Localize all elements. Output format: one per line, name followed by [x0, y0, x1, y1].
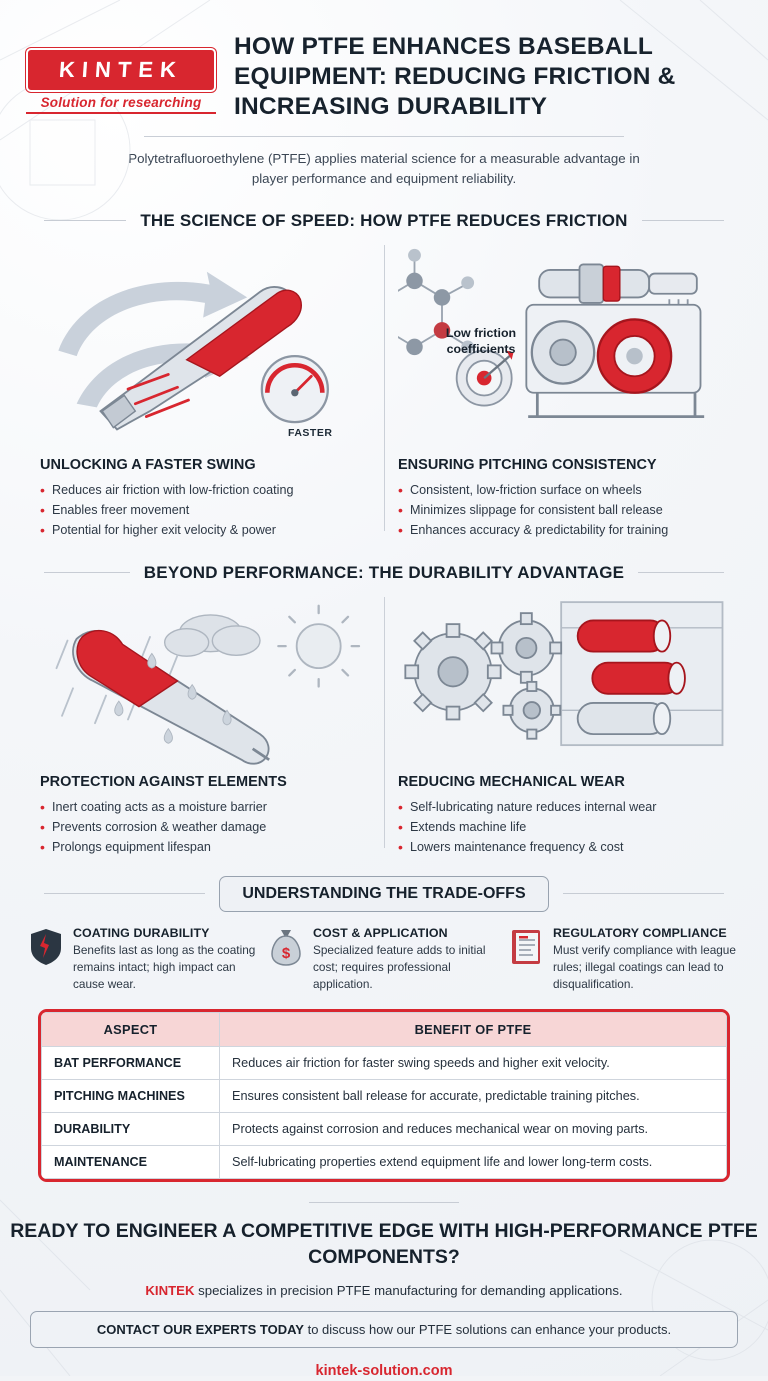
cta-subline-text: specializes in precision PTFE manufacturing for demanding applications. [194, 1282, 623, 1298]
money-bag-icon [270, 926, 304, 993]
header-divider [144, 136, 624, 137]
section-speed-columns [26, 241, 742, 541]
tradeoff-text: Must verify compliance with league rules; illegal coatings can lead to disqualification. [553, 942, 736, 992]
list-item: • Extends machine life [398, 817, 728, 837]
feature-bullets-wear [398, 797, 728, 858]
contact-button[interactable] [30, 1311, 738, 1348]
section-title: THE SCIENCE OF SPEED: HOW PTFE REDUCES FRICTION [140, 210, 628, 230]
cta-title: READY TO ENGINEER A COMPETITIVE EDGE WITH HIGH-PERFORMANCE PTFE COMPONENTS? [10, 1220, 758, 1268]
table-row [42, 1047, 727, 1080]
column-pitching-consistency [384, 241, 742, 541]
section-title: BEYOND PERFORMANCE: THE DURABILITY ADVANTAGE [143, 562, 625, 582]
feature-title-wear: REDUCING MECHANICAL WEAR [398, 773, 625, 790]
feature-bullets-pitching [398, 480, 728, 541]
feature-title-pitching: ENSURING PITCHING CONSISTENCY [398, 456, 657, 473]
list-item: • Inert coating acts as a moisture barrier [40, 797, 370, 817]
tradeoff-text: Benefits last as long as the coating remains intact; high impact can cause wear. [73, 942, 256, 992]
rule-right [638, 572, 724, 573]
tradeoffs-heading [44, 876, 724, 912]
table-cell-aspect: PITCHING MACHINES [42, 1080, 220, 1113]
logo[interactable] [26, 26, 216, 114]
header [0, 0, 768, 122]
tradeoffs-list [30, 926, 738, 993]
cracked-shield-icon [30, 926, 64, 993]
illustration-weather-bat [40, 593, 370, 768]
tradeoff-title: REGULATORY COMPLIANCE [553, 925, 727, 940]
feature-title-protection: PROTECTION AGAINST ELEMENTS [40, 773, 287, 790]
illustration-pitching-machine [398, 241, 728, 451]
rulebook-icon [510, 926, 544, 993]
tradeoff-coating-durability [30, 926, 258, 993]
table-cell-benefit: Reduces air friction for faster swing speeds and higher exit velocity. [220, 1047, 727, 1080]
section-durability-columns [26, 593, 742, 858]
list-item: • Consistent, low-friction surface on wheels [398, 480, 728, 500]
illustration-gears-rollers [398, 593, 728, 768]
logo-tagline: Solution for researching [40, 95, 202, 110]
title-block [234, 26, 738, 122]
column-protection-elements [26, 593, 384, 858]
list-item: • Minimizes slippage for consistent ball release [398, 500, 728, 520]
list-item: • Prolongs equipment lifespan [40, 837, 370, 857]
benefits-table [38, 1009, 730, 1182]
gauge-label: FASTER [288, 426, 333, 439]
table-cell-aspect: DURABILITY [42, 1113, 220, 1146]
rule-right [642, 220, 724, 221]
table-row [42, 1080, 727, 1113]
feature-bullets-faster-swing [40, 480, 370, 541]
column-mechanical-wear [384, 593, 742, 858]
list-item: • Reduces air friction with low-friction coating [40, 480, 370, 500]
table-cell-aspect: BAT PERFORMANCE [42, 1047, 220, 1080]
tradeoff-title: COST & APPLICATION [313, 925, 448, 940]
table-cell-benefit: Protects against corrosion and reduces mechanical wear on moving parts. [220, 1113, 727, 1146]
table-cell-benefit: Self-lubricating properties extend equipment life and lower long-term costs. [220, 1146, 727, 1179]
footer-divider [309, 1202, 459, 1203]
list-item: • Enables freer movement [40, 500, 370, 520]
cta-brand: KINTEK [145, 1282, 195, 1298]
column-faster-swing [26, 241, 384, 541]
table-cell-benefit: Ensures consistent ball release for accurate, predictable training pitches. [220, 1080, 727, 1113]
tradeoff-text: Specialized feature adds to initial cost; requires professional application. [313, 942, 486, 992]
illustration-bat-swing [40, 241, 370, 451]
table-cell-aspect: MAINTENANCE [42, 1146, 220, 1179]
call-to-action [0, 1219, 768, 1378]
tradeoff-regulatory-compliance [510, 926, 738, 993]
tradeoff-title: COATING DURABILITY [73, 925, 210, 940]
list-item: • Lowers maintenance frequency & cost [398, 837, 728, 857]
rule-left [44, 572, 130, 573]
contact-button-strong: CONTACT OUR EXPERTS TODAY [96, 1321, 304, 1337]
svg-text:$: $ [281, 944, 291, 962]
table-row [42, 1146, 727, 1179]
list-item: • Self-lubricating nature reduces internal wear [398, 797, 728, 817]
cta-subline [0, 1283, 768, 1298]
section-heading-durability [44, 563, 724, 583]
logo-underline [26, 112, 216, 114]
tradeoff-cost-application [270, 926, 498, 993]
list-item: • Prevents corrosion & weather damage [40, 817, 370, 837]
feature-bullets-protection [40, 797, 370, 858]
molecule-caption: Low friction coefficients [445, 325, 517, 356]
table-header-aspect: ASPECT [42, 1013, 220, 1047]
section-heading-speed [44, 211, 724, 231]
logo-badge [26, 48, 216, 92]
table-row [42, 1113, 727, 1146]
logo-text: KINTEK [58, 57, 184, 82]
list-item: • Potential for higher exit velocity & power [40, 520, 370, 540]
rule-left [44, 220, 126, 221]
rule-left [44, 893, 205, 894]
feature-title-faster-swing: UNLOCKING A FASTER SWING [40, 456, 256, 473]
rule-right [563, 893, 724, 894]
list-item: • Enhances accuracy & predictability for training [398, 520, 728, 540]
contact-button-text: to discuss how our PTFE solutions can enhance your products. [303, 1321, 672, 1337]
tradeoffs-title: UNDERSTANDING THE TRADE-OFFS [219, 876, 548, 912]
page-title: HOW PTFE ENHANCES BASEBALL EQUIPMENT: REDUCING FRICTION & INCREASING DURABILITY [234, 33, 676, 120]
page-subtitle: Polytetrafluoroethylene (PTFE) applies material science for a measurable advantage in player performance and equipment reliability. [128, 150, 640, 186]
table-header-benefit: BENEFIT OF PTFE [220, 1013, 727, 1047]
table-header-row [42, 1013, 727, 1047]
website-link[interactable]: kintek-solution.com [315, 1362, 453, 1379]
